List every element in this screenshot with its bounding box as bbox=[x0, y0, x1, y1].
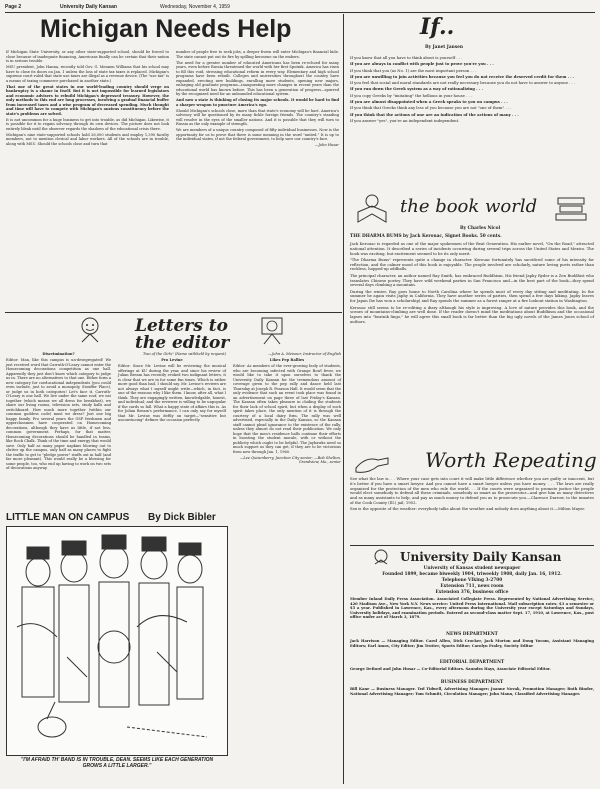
nameplate-top-rule bbox=[350, 545, 594, 546]
editorial-p7: The need for a greater number of educated Americans has been re-echoed for many years, even before Russia threatened the world with her first Sputnik. America has risen to fill this void, stressing educational reform in every way. Elementary and high school programs have been rebuilt. Colleges and universities throughout the country have expanded, erecting new buildings, enrolling more students, opening new majors, enlarging old graduate programs—inaugurating more changes in recent years than the educational world has known before. This has been a generation of progress—spurred by the recognized need for an unbounded educational system. bbox=[176, 60, 339, 96]
news-department-heading: NEWS DEPARTMENT bbox=[446, 632, 498, 637]
editorial-p9: Should Michigan's schools close, more than that state's economy will be hurt. America's solvency will be questioned by its many fickle foreign friends. The country's standing will resolve in the eyes of the smaller nations. And it is possible that they will turn to Russia as the only example of strength. bbox=[176, 108, 339, 126]
editorial-p1: If Michigan State University, or any other state-supported school, should be forced to close because of inadequate financing, Americans finally can be certain that their nation is in serious trouble. bbox=[6, 50, 169, 63]
book-world-reader-icon bbox=[352, 192, 392, 226]
if-line-6: If you run down the Greek system as a way of rationalizing . . . bbox=[350, 86, 483, 92]
letters-mascot-right-icon bbox=[252, 316, 292, 346]
worth-repeating-hand-icon bbox=[352, 448, 392, 478]
editorial-headline: Michigan Needs Help bbox=[40, 15, 292, 43]
if-column-title: If.. bbox=[420, 14, 455, 40]
letter1-signature: Two of the Girls" (Name withheld by request) bbox=[143, 352, 226, 356]
letter1-body: Editor: Man, like this campus is un-desegregated! We just received word that Carruth-O'Leary cannot enter the Homecoming decorations competition as one hall. Apparently they just don't know which category to judge us in. There are no alternatives to that one. Either form a new category for coeducational independents (you could even include, just to avoid a monopoly, Stouffer Place), or judge us in both categories! Let's face it, Carruth-O'Leary is one hall. We live under the same roof, we eat together (which means we all dress for breakfast), we share our living rooms, television sets, study halls and switchboard. How much more together (within our common goddess code) must we dress? Just one big happy family. Pro several years the GSP freshmen and upperclassmen have cooperated on Homecoming decorations, although they have as little, if not less, common government. Perhaps, for that matter, Homecoming decorations should be handled in teams, like Rock Chalk. Think of the time and energy that would save. Only half as many paper napkins blowing out to clutter up the campus, only half as many places to fight the traffic to get to "pledge power" stuffs out in half (and far more pleasant). This would really be a blessing for some people, too, who end up having to work on two sets of decorations anyway. bbox=[6, 358, 111, 470]
nameplate-ext-news: Extension 711, news room bbox=[440, 584, 504, 589]
editorial-p5: Michigan's nine state-supported schools hold 26,000 students and employ 1,390 faculty members, not to mention clerical and labor workers. All of the schools are in trouble, along with MSU. Should the schools close and turn that bbox=[6, 132, 169, 146]
letters-col2 bbox=[118, 352, 226, 424]
cartoon-panel bbox=[6, 526, 228, 756]
book-world-p3: The principal character, an author named Ray Smith, has embraced Buddhism. His friend Japhy Ryder is a Zen Buddhist who translates Chinese poetry. They have wild weekend parties in San Francisco and—in the best part of the book—they spend several days climbing a mountain. bbox=[350, 272, 594, 288]
masthead-rule bbox=[5, 12, 595, 13]
letter3-body: Editor: As members of the ever-growing body of students, who are becoming infected with Orange Bowl fever, we would like to take it upon ourselves to thank the University Daily Kansan for the tremendous amount of coverage given to the pep rally and dance held last Thursday at Joseph R. Pearson Hall. It would seem that the only evidence that such an event took place was found in an advertisement on page three of last Friday's Kansan. The Kansan often takes pleasure in chiding the students for their lack of school spirit, but when a display of such spirit takes place, the only mention of it is through the courtesy of a local dairy firm. The rally was well advertised, especially in the Daily Kansan, so the Kansan staff cannot plead ignorance to the existence of the rally, unless they almost do not read their publication. We only hope that the men's residence halls continue their efforts in boosting the student morale, with or without the publicity which ought to be helpful. The Jayhawks need so much support as they can get, if they are to be victorious from now through Jan. 1, 1960. bbox=[233, 364, 341, 454]
letter2-signature: —John A. Meixner, Instructor of English bbox=[268, 352, 341, 356]
if-line-10: If you think that the actions of one are an indication of the actions of many . . . bbox=[350, 111, 519, 117]
book-world-author: By Charles Nicol bbox=[460, 226, 501, 231]
masthead-paper: University Daily Kansan bbox=[60, 4, 117, 10]
if-line-7: If you copy Greeks by "imitating" the hellions in your house . . . bbox=[350, 92, 473, 98]
news-department-staff: Jack Harrison — Managing Editor. Carol Allen, Dick Crocker, Jack Morton and Doug Yocom, Assistant Managing Editors; Earl Amos, City Editor; Jim Trotter, Sports Editor; Carolyn Fraley, Society Editor bbox=[350, 639, 594, 648]
if-line-1: If you know that all you have to think about is yourself . . . bbox=[350, 55, 463, 60]
if-line-8: If you are almost disappointed when a Greek speaks to you on campus . . . bbox=[350, 99, 508, 105]
editorial-p4: It is not uncommon for a huge business to get into trouble, as did Michigan. Likewise, it is possible for it to regain solvency through its own devices. The picture does not look entirely bleak until the observer regards the shadows of the educational crisis there. bbox=[6, 117, 169, 131]
editorial-p2: MSU president, John Hanna, recently told Gov. G. Mennen Williams that his school may have to close its doors on Jan. 1 unless the loss of state tax taxes is replaced. Michigan's supreme court ruled that state use taxes are illegal as a revenue device. (The "use tax" is a means of taxing commerce purchased in another state.) bbox=[6, 65, 169, 83]
page-number: Page 2 bbox=[5, 4, 22, 10]
if-line-9: If you think that Greeks think any less of you because you are not "one of them" . . . bbox=[350, 105, 512, 111]
book-world-p2: "The Dharma Bums" represents quite a change in character. Kerouac fortunately has sacrificed some of his intensity for reflection, and the calmer mood of this book is enjoyable. The people involved are scholarly, nature loving poets rather than reckless, hopped-up oddballs. bbox=[350, 256, 594, 272]
if-line-3: If you think that you (as No. 1) are the most important person . . . bbox=[350, 67, 477, 73]
cartoon-band-illustration bbox=[7, 527, 227, 755]
center-column-rule bbox=[343, 14, 344, 784]
book-world-p5: Kerouac still seems to be re-editing a diary although his style is improving. A love of nature provides this book, and the scenes of mountains-climbing are well done. If the reader doesn't mind the meditations about Buddhism and the occasional lapses into "beatnik lingo," he will agree this small book is far better than the big ugly novels of the James Jones school of authors. bbox=[350, 304, 594, 324]
worth-repeating-p1: See what the law is. . . Where your case gets into court it will make little difference whether you are guilty or innocent, but it's better if you have a smart lawyer. And you cannot have a smart lawyer unless you have money. . . . The laws are really organized for the protection of the men who rule the world. . . If the courts were organized to promote justice the people would elect somebody to defend all these criminals, somebody as smart as the prosecutor—and give him as many detectives and as many assistants to help, and pay as much money to defend you as to prosecute you.—Clarence Darrow, to the inmates of the Cook County (Ill.) jail, 1902. bbox=[350, 476, 594, 505]
editorial-p10: We are members of a unique country composed of fifty individual businesses. Now is the opportunity for us to prove that there is some meaning in the word "united." It is up to the individual states, if not the federal government, to help save our country's face. bbox=[176, 128, 339, 141]
nameplate-founded: Founded 1899, became biweekly 1904, triweekly 1908, daily Jan. 16, 1912. bbox=[382, 572, 562, 577]
editorial-signature: —John Husar bbox=[314, 143, 339, 147]
book-world-title: the book world bbox=[400, 196, 538, 217]
cartoon-caption: "I'M AFRAID TH' BAND IS IN TROUBLE, DEAN. SEEMS LIKE EACH GENERATION GROWS A LITTLE LARGER." bbox=[20, 757, 214, 769]
nameplate-member: Member Inland Daily Press Association. Associated Collegiate Press. Represented by National Advertising Service, 420 Madison Ave., New York N.Y. News service: United Press International. Mail subscription rates: $3 a semester or $5 a year. Published in Lawrence, Kas., every afternoon during the University year except Saturdays and Sundays, University holidays, and examination periods. Entered as second-class matter Sept. 17, 1910, at Lawrence, Kas., post office under act of March 3, 1879. bbox=[350, 597, 594, 620]
worth-repeating-body bbox=[350, 477, 594, 514]
book-world-body bbox=[350, 242, 594, 326]
nameplate-ext-business: Extension 376, business office bbox=[435, 590, 509, 595]
nameplate-subtitle: University of Kansas student newspaper bbox=[423, 566, 521, 571]
letter2-body: Editor: Since Mr. Levine will be reviewing the musical offerings at KU during the year, and since his review of Julian Bream has recently evoked two indignant letters, it is clear that we are in for some fun times. Which is rather more good than bad, I should say. Mr. Levine's reviews are not always what I myself might write—which, in fact, is one of the reasons why I like them. I know, after all, what I think. They are engagingly written, knowledgable, honest, and individual; and the reviewer is willing to be unpopular if the cards so fall. What a happy state of affairs this is. As for Julian Bream's performance, I can only say for myself that Mr. Levine was deftly on target—"sensitive but unconvincing" defines the occasion perfectly. bbox=[118, 364, 226, 422]
letters-heading: Letters to the editor bbox=[135, 316, 230, 353]
if-column-author: By Janet Jansen bbox=[425, 45, 463, 50]
jayhawk-logo-icon bbox=[370, 548, 392, 566]
letters-mascot-left-icon bbox=[70, 316, 110, 344]
editorial-department-staff: George DeBord and John Husar — Co-Editorial Editors. Saundra Hays, Associate Editorial Editor. bbox=[350, 667, 551, 671]
letters-col3 bbox=[233, 352, 341, 466]
if-column-body bbox=[350, 56, 594, 125]
editorial-col2 bbox=[176, 50, 339, 149]
if-line-2: If you are always in conflict with people just to prove you're you . . . bbox=[350, 61, 494, 67]
worth-repeating-title: Worth Repeating bbox=[425, 448, 597, 472]
nameplate-title: University Daily Kansan bbox=[400, 550, 562, 564]
nameplate-phone: Telephone VIking 3-2700 bbox=[441, 578, 503, 583]
editorial-p3: That one of the great states in our world-leading country should verge on bankruptcy is a shame in itself. But it is not impossible for learned legislators and economic advisers to rebuild Michigan's depressed treasury. However, the only methods to this end are long processes, involving a gradual financial buffer from increased taxes and a wise program of decreased spending. Much thought and time will have to compete with Michigan's anxious constituency before the state's problems are solved. bbox=[6, 84, 169, 116]
business-department-heading: BUSINESS DEPARTMENT bbox=[440, 680, 504, 685]
book-world-p4: During the winter, Ray goes home to North Carolina where he spends most of every day sitting and meditating. In the summer he again visits Japhy in California. They have another series of parties, then spend a few days hiking. Japhy leaves for Japan (he has won a scholarship) and Ray spends the summer as a forest ranger at a fire lookout station in Washington. bbox=[350, 288, 594, 304]
letter2-title: Pro Levine bbox=[161, 358, 183, 362]
editorial-department-heading: EDITORIAL DEPARTMENT bbox=[439, 660, 505, 665]
book-world-p1: Jack Kerouac is regarded as one of the major spokesmen of the Beat Generation. His earlier novel, "On the Road," attracted national attention. It described a series of incidents occurring during several trips across the United States and Mexico. The book was exciting, but excitement seemed to be its only merit. bbox=[350, 241, 594, 256]
book-world-headline: THE DHARMA BUMS by Jack Kerouac, Signet Books. 50 cents. bbox=[350, 234, 502, 239]
editorial-divider bbox=[5, 312, 342, 313]
cartoon-author: By Dick Bibler bbox=[148, 512, 216, 523]
worth-repeating-p2: Sex is the opposite of the weather: everybody talks about the weather and nobody does anything about it.—Milton Mayer. bbox=[350, 506, 585, 512]
editorial-p6: number of people free to seek jobs, a deeper frown will enter Michigan's financial hide. The state cannot put out its fire by spilling kerosene on the embers. bbox=[176, 50, 339, 59]
letter1-title: Discrimination? bbox=[42, 352, 75, 356]
letter3-title: Likes Pep Rallies bbox=[269, 358, 305, 362]
editorial-p8: And now a state is thinking of closing its major schools. It would be hard to find a sharper weapon to puncture America's ego. bbox=[176, 98, 339, 107]
if-line-4: If you are unwilling to join activities because you feel you do not receive the deserved credit for them . . . bbox=[350, 73, 575, 79]
if-line-5: If you feel that social and moral standards are not really necessary because you do not have to answer to anyone . . . bbox=[350, 80, 576, 86]
editorial-col1 bbox=[6, 50, 169, 148]
if-line-11: If you answer "yes", you're an independent independent. bbox=[350, 117, 460, 123]
cartoon-title: LITTLE MAN ON CAMPUS bbox=[6, 512, 130, 523]
letter3-signature: —Lee Quisenberry, Junction City senior; —Bob Shelton, Grandview, Mo., senior bbox=[239, 455, 341, 464]
book-world-stack-icon bbox=[552, 192, 590, 226]
business-department-staff: Bill Kane — Business Manager. Ted Tidwell, Advertising Manager; Joanne Novak, Promotion Manager; Ruth Binder, National Advertising Manager; Tom Schmitt, Circulation Manager; John Mann, Classified Advertising Manager. bbox=[350, 687, 594, 696]
masthead-date: Wednesday, November 4, 1959 bbox=[160, 4, 230, 10]
letters-col1 bbox=[6, 352, 111, 472]
